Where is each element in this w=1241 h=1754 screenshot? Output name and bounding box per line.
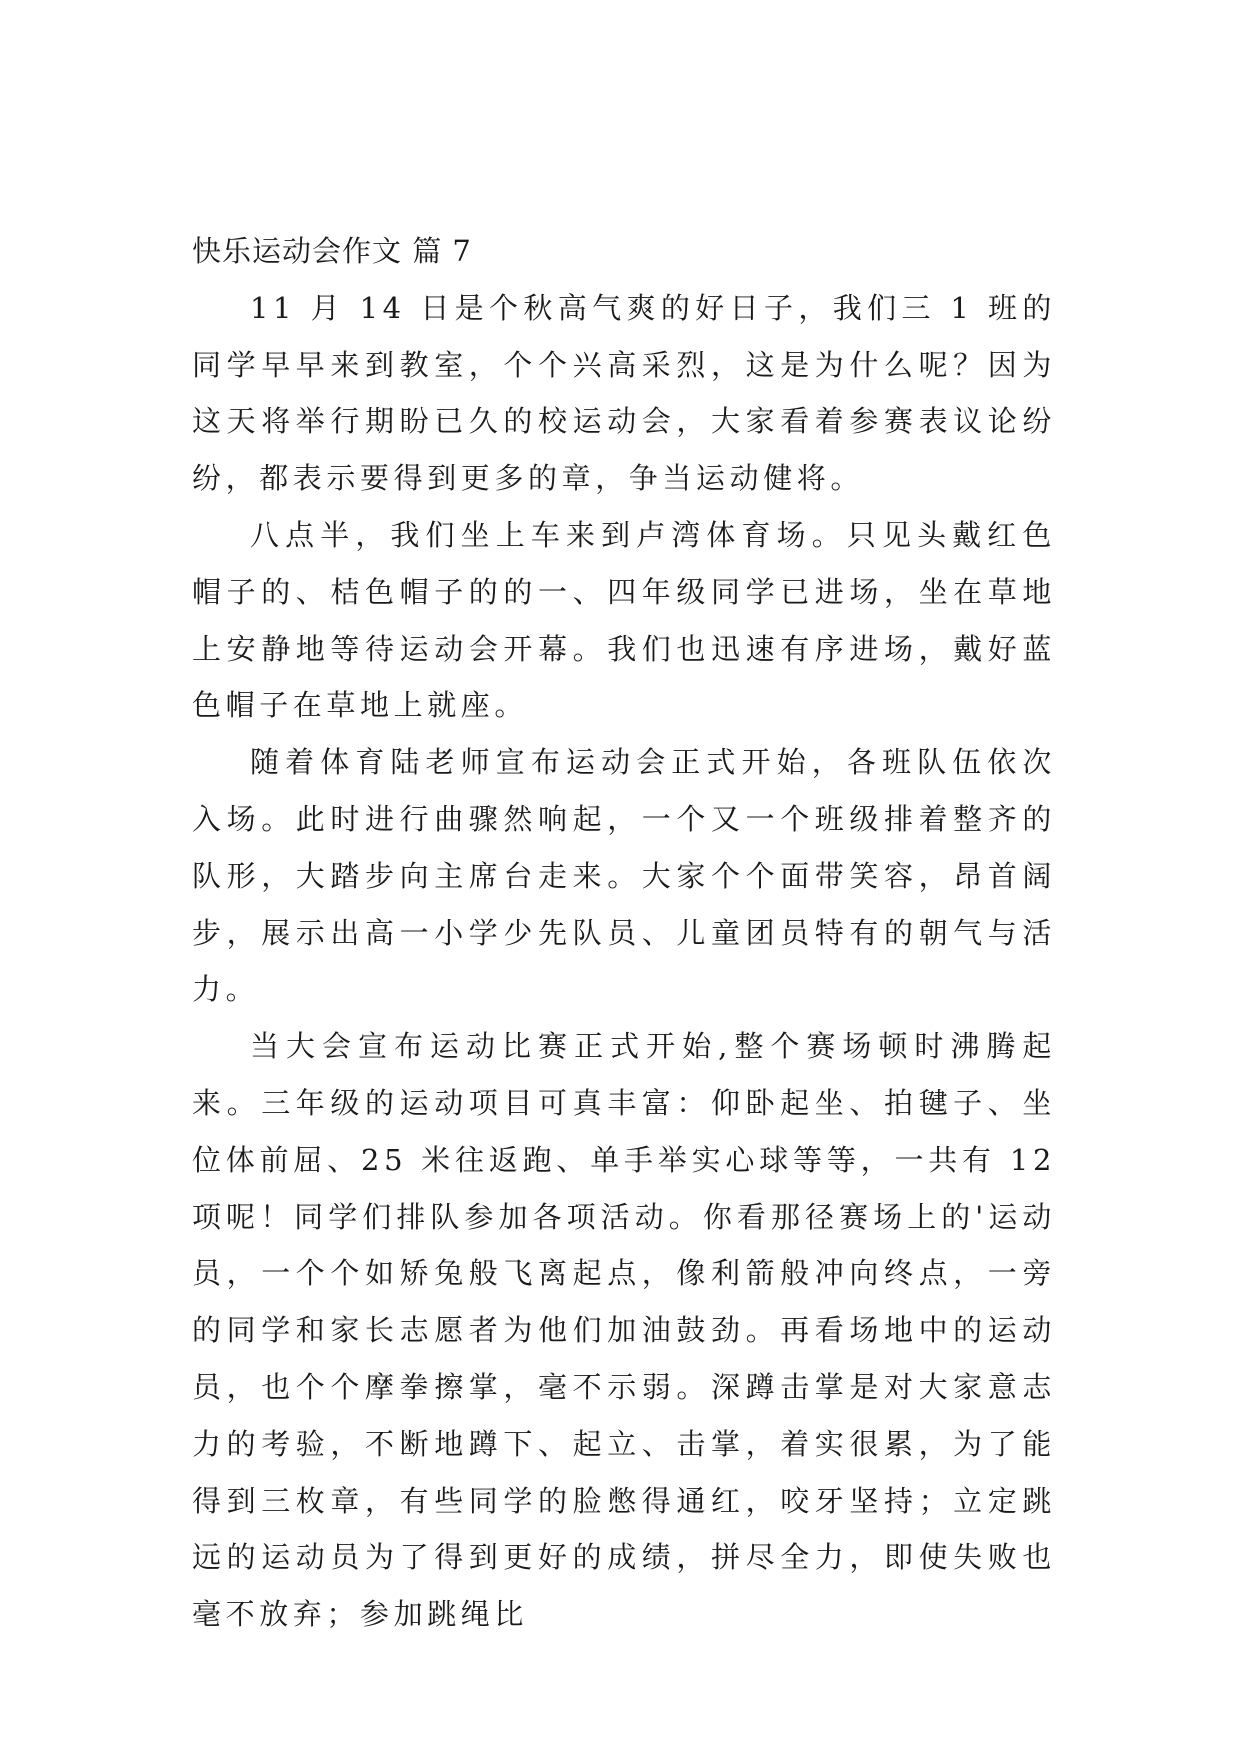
- document-body: [192, 223, 1056, 1643]
- document-title: 快乐运动会作文 篇 7: [192, 234, 472, 268]
- paragraph-1: 11 月 14 日是个秋高气爽的好日子，我们三 1 班的同学早早来到教室，个个兴高采烈，这是为什么呢？因为这天将举行期盼已久的校运动会，大家看着参赛表议论纷纷，都表示要得到更多的章，争当运动健将。: [192, 290, 1056, 496]
- paragraph-2: 八点半，我们坐上车来到卢湾体育场。只见头戴红色帽子的、桔色帽子的的一、四年级同学已进场，坐在草地上安静地等待运动会开幕。我们也迅速有序进场，戴好蓝色帽子在草地上就座。: [192, 517, 1056, 723]
- paragraph-4: 当大会宣布运动比赛正式开始,整个赛场顿时沸腾起来。三年级的运动项目可真丰富：仰卧起坐、拍毽子、坐位体前屈、25 米往返跑、单手举实心球等等，一共有 12 项呢！同学们排队参加各项活动。你看那径赛场上的'运动员，一个个如矫兔般飞离起点，像利箭般冲向终点，一旁的同学和家长志愿者为他们加油鼓劲。再看场地中的运动员，也个个摩拳擦掌，毫不示弱。深蹲击掌是对大家意志力的考验，不断地蹲下、起立、击掌，着实很累，为了能得到三枚章，有些同学的脸憋得通红，咬牙坚持；立定跳远的运动员为了得到更好的成绩，拼尽全力，即使失败也毫不放弃；参加跳绳比: [192, 1029, 1056, 1632]
- paragraph-3: 随着体育陆老师宣布运动会正式开始，各班队伍依次入场。此时进行曲骤然响起，一个又一个班级排着整齐的队形，大踏步向主席台走来。大家个个面带笑容，昂首阔步，展示出高一小学少先队员、儿童团员特有的朝气与活力。: [192, 745, 1056, 1007]
